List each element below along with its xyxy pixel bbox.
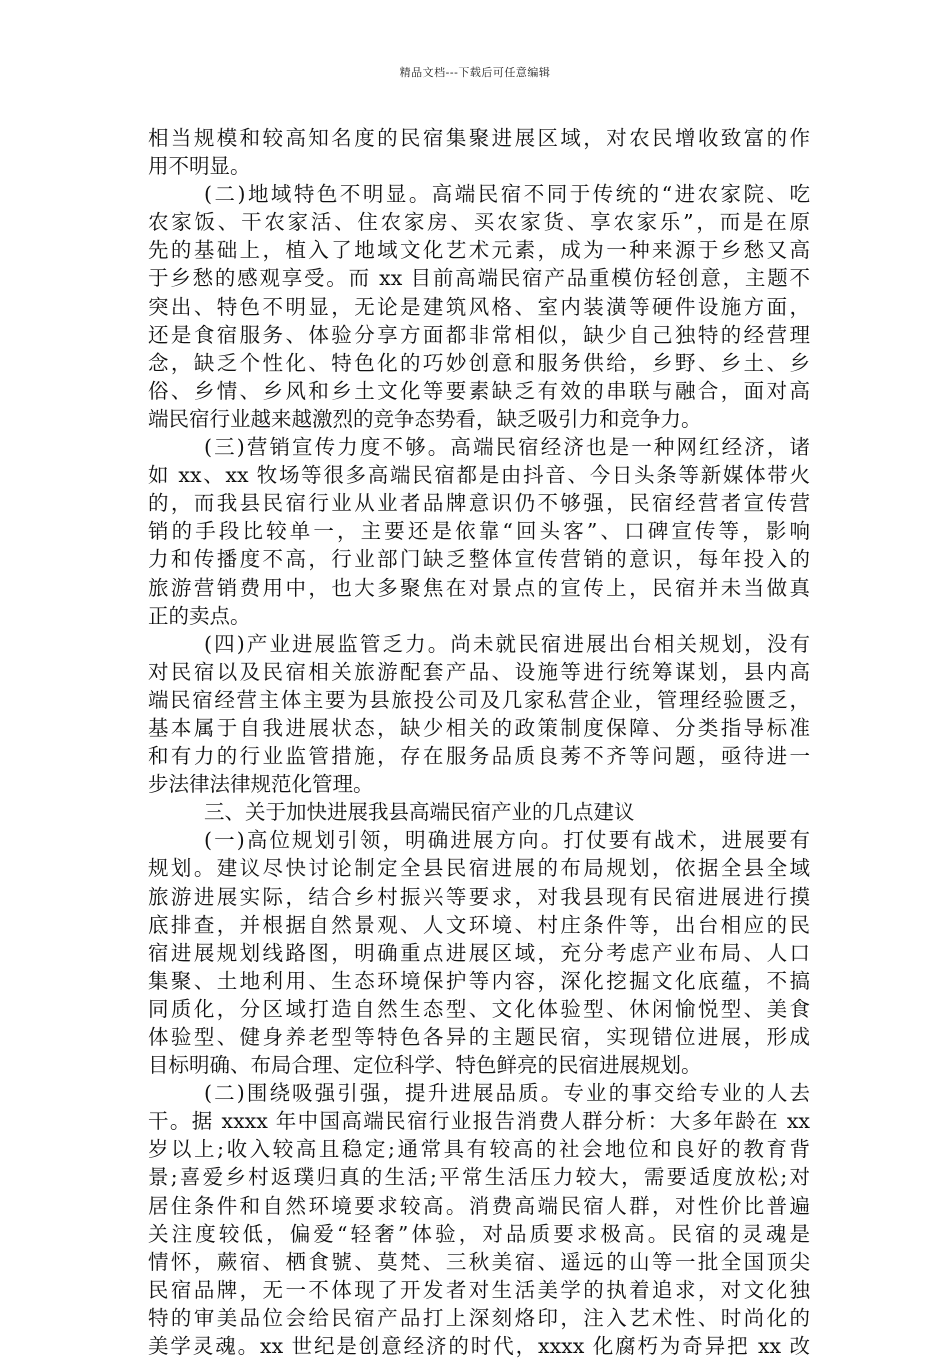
text-line: 同质化，分区域打造自然生态型、文化体验型、休闲愉悦型、美食 bbox=[148, 996, 810, 1021]
paragraph bbox=[148, 630, 810, 799]
text-line: 正的卖点。 bbox=[148, 603, 251, 628]
text-line: (一)高位规划引领，明确进展方向。打仗要有战术，进展要有 bbox=[204, 828, 810, 853]
text-line: 如 xx、xx 牧场等很多高端民宿都是由抖音、今日头条等新媒体带火 bbox=[148, 463, 810, 488]
text-line: 农家饭、干农家活、住农家房、买农家货、享农家乐”，而是在原 bbox=[148, 210, 810, 235]
text-line: 的，而我县民宿行业从业者品牌意识仍不够强，民宿经营者宣传营 bbox=[148, 491, 810, 516]
text-line: 美学灵魂。xx 世纪是创意经济的时代，xxxx 化腐朽为奇异把 xx 改 bbox=[148, 1334, 810, 1359]
paragraph bbox=[148, 124, 810, 180]
paragraph bbox=[148, 180, 810, 433]
paragraph bbox=[148, 433, 810, 630]
text-line: 三、关于加快进展我县高端民宿产业的几点建议 bbox=[204, 800, 635, 825]
text-line: 底排查，并根据自然景观、人文环境、村庄条件等，出台相应的民 bbox=[148, 912, 810, 937]
text-line: 情怀，蕨宿、栖食號、莫梵、三秋美宿、遥远的山等一批全国顶尖 bbox=[148, 1249, 810, 1274]
text-line: 还是食宿服务、体验分享方面都非常相似，缺少自己独特的经营理 bbox=[148, 322, 810, 347]
text-line: 景;喜爱乡村返璞归真的生活;平常生活压力较大，需要适度放松;对 bbox=[148, 1165, 810, 1190]
paragraph bbox=[148, 1079, 810, 1360]
text-line: 集聚、土地利用、生态环境保护等内容，深化挖掘文化底蕴，不搞 bbox=[148, 968, 810, 993]
text-line: 关注度较低，偏爱“轻奢”体验，对品质要求极高。民宿的灵魂是 bbox=[148, 1221, 810, 1246]
paragraph bbox=[148, 798, 810, 826]
text-line: 销的手段比较单一，主要还是依靠“回头客”、口碑宣传等，影响 bbox=[148, 519, 810, 544]
text-line: 旅游进展实际，结合乡村振兴等要求，对我县现有民宿进展进行摸 bbox=[148, 884, 810, 909]
text-line: 相当规模和较高知名度的民宿集聚进展区域，对农民增收致富的作 bbox=[148, 126, 810, 150]
text-line: 特的审美品位会给民宿产品打上深刻烙印，注入艺术性、时尚化的 bbox=[148, 1305, 810, 1330]
text-line: 干。据 xxxx 年中国高端民宿行业报告消费人群分析：大多年龄在 xx bbox=[148, 1109, 810, 1134]
text-line: 俗、乡情、乡风和乡土文化等要素缺乏有效的串联与融合，面对高 bbox=[148, 378, 810, 403]
text-line: 旅游营销费用中，也大多聚焦在对景点的宣传上，民宿并未当做真 bbox=[148, 575, 810, 600]
text-line: (二)围绕吸强引强，提升进展品质。专业的事交给专业的人去 bbox=[204, 1081, 810, 1106]
text-line: 宿进展规划线路图，明确重点进展区域，充分考虑产业布局、人口 bbox=[148, 940, 810, 965]
text-line: 基本属于自我进展状态，缺少相关的政策制度保障、分类指导标准 bbox=[148, 715, 810, 740]
text-line: 端民宿经营主体主要为县旅投公司及几家私营企业，管理经验匮乏， bbox=[148, 687, 810, 712]
page-header: 精品文档---下载后可任意编辑 bbox=[399, 66, 551, 79]
document-body bbox=[148, 124, 810, 1360]
text-line: (四)产业进展监管乏力。尚未就民宿进展出台相关规划，没有 bbox=[204, 631, 810, 656]
text-line: 用不明显。 bbox=[148, 154, 251, 179]
text-line: 先的基础上，植入了地域文化艺术元素，成为一种来源于乡愁又高 bbox=[148, 238, 810, 263]
text-line: 于乡愁的感观享受。而 xx 目前高端民宿产品重模仿轻创意，主题不 bbox=[148, 266, 810, 291]
paragraph bbox=[148, 826, 810, 1079]
text-line: 步法律法律规范化管理。 bbox=[148, 772, 374, 797]
text-line: 规划。建议尽快讨论制定全县民宿进展的布局规划，依据全县全域 bbox=[148, 856, 810, 881]
text-line: 居住条件和自然环境要求较高。消费高端民宿人群，对性价比普遍 bbox=[148, 1193, 810, 1218]
text-line: 体验型、健身养老型等特色各异的主题民宿，实现错位进展，形成 bbox=[148, 1025, 810, 1049]
text-line: 民宿品牌，无一不体现了开发者对生活美学的执着追求，对文化独 bbox=[148, 1277, 810, 1302]
text-line: 端民宿行业越来越激烈的竞争态势看，缺乏吸引力和竞争力。 bbox=[148, 406, 702, 431]
text-line: 目标明确、布局合理、定位科学、特色鲜亮的民宿进展规划。 bbox=[148, 1053, 702, 1078]
text-line: 力和传播度不高，行业部门缺乏整体宣传营销的意识，每年投入的 bbox=[148, 547, 810, 572]
text-line: (二)地域特色不明显。高端民宿不同于传统的“进农家院、吃 bbox=[204, 182, 810, 207]
text-line: (三)营销宣传力度不够。高端民宿经济也是一种网红经济，诸 bbox=[204, 435, 810, 460]
text-line: 岁以上;收入较高且稳定;通常具有较高的社会地位和良好的教育背 bbox=[148, 1137, 810, 1162]
text-line: 和有力的行业监管措施，存在服务品质良莠不齐等问题，亟待进一 bbox=[148, 744, 810, 769]
text-line: 念，缺乏个性化、特色化的巧妙创意和服务供给，乡野、乡土、乡 bbox=[148, 350, 810, 375]
text-line: 对民宿以及民宿相关旅游配套产品、设施等进行统筹谋划，县内高 bbox=[148, 659, 810, 684]
text-line: 突出、特色不明显，无论是建筑风格、室内装潢等硬件设施方面， bbox=[148, 294, 810, 319]
